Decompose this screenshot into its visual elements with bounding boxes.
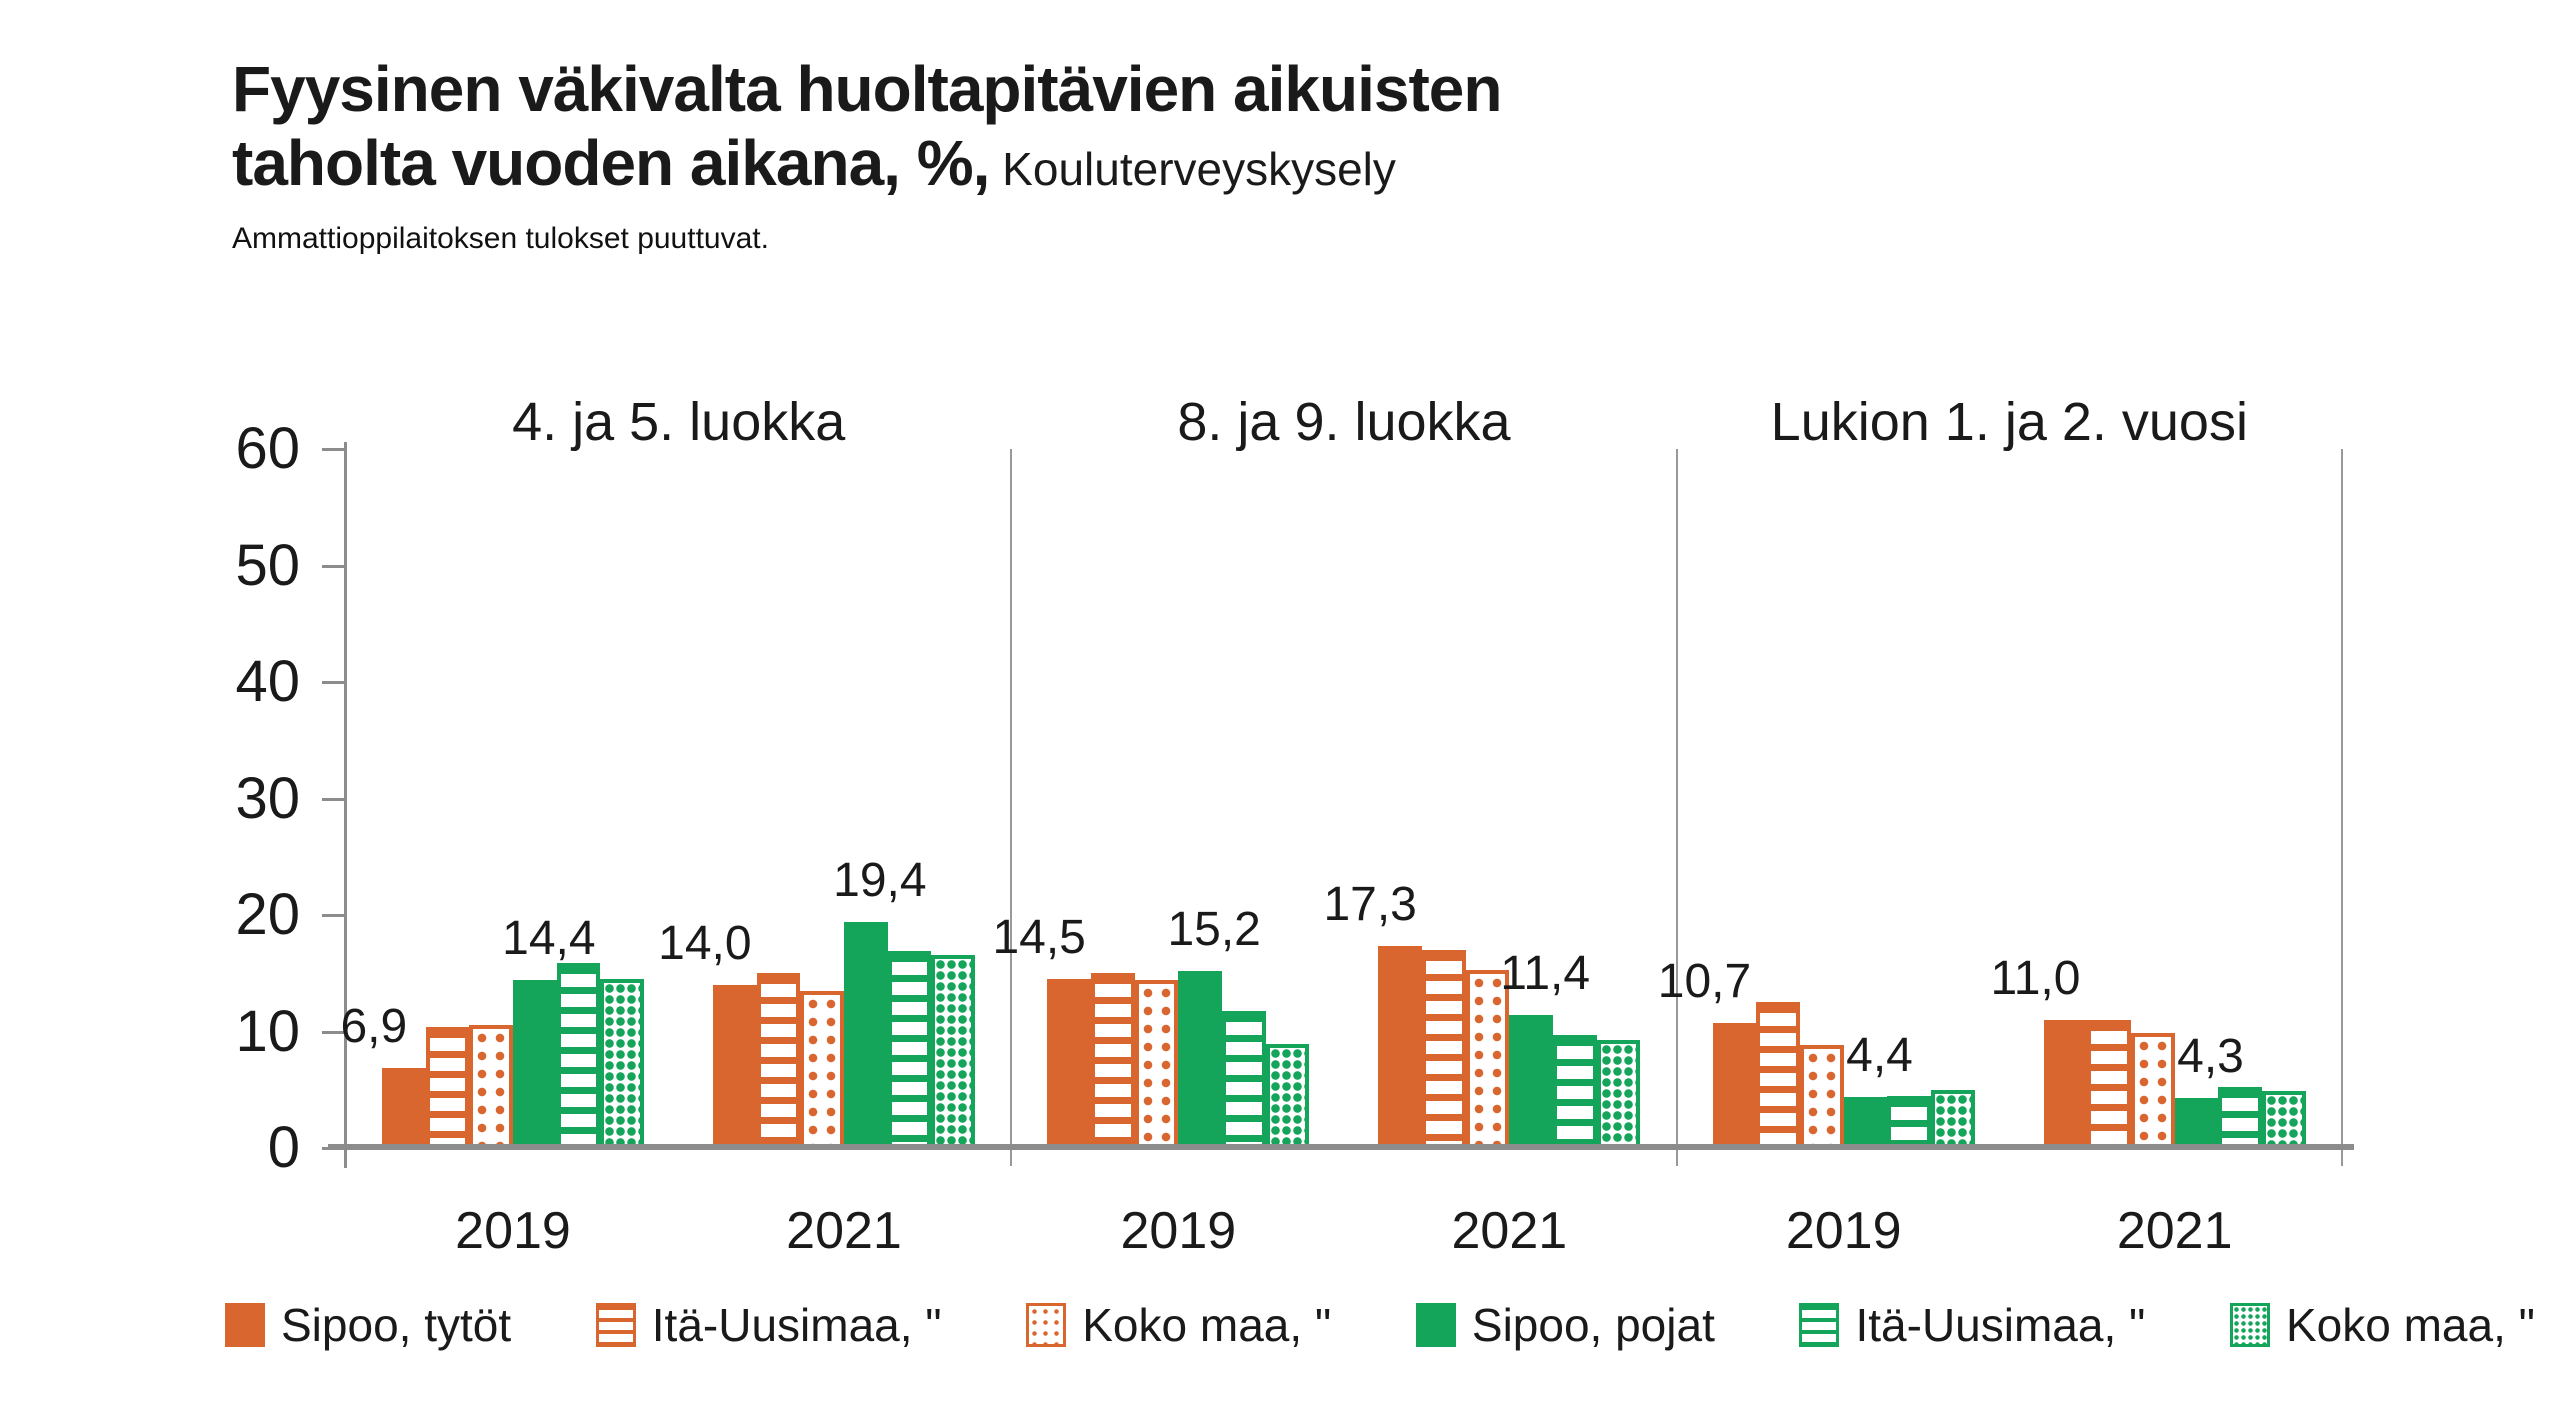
bar-value-label: 14,5	[992, 911, 1086, 964]
bar-value-label: 14,0	[658, 917, 752, 970]
y-tick-label: 40	[235, 649, 300, 714]
bar-2019-s5	[1266, 1044, 1310, 1148]
bar-2019-s3	[1844, 1097, 1888, 1148]
bar-2019-s4	[557, 963, 601, 1148]
legend-label: Itä-Uusimaa, "	[1855, 1299, 2146, 1351]
legend-label: Koko maa, "	[2285, 1299, 2535, 1351]
y-tick	[322, 914, 346, 917]
bar-2021-s2	[2131, 1033, 2175, 1148]
legend-item	[2230, 1298, 2535, 1352]
bar-2019-s1	[1091, 973, 1135, 1148]
y-tick-label: 0	[267, 1115, 300, 1180]
x-year-label: 2021	[786, 1202, 902, 1260]
plot-area	[340, 392, 2343, 1260]
legend-label: Itä-Uusimaa, "	[651, 1299, 942, 1351]
x-year-label: 2021	[2116, 1202, 2233, 1260]
bar-2019-s2	[469, 1025, 513, 1148]
y-tick-label: 50	[235, 532, 300, 598]
chart-subtitle: Ammattioppilaitoksen tulokset puuttuvat.	[232, 222, 769, 256]
panel-title: 4. ja 5. luokka	[512, 392, 846, 452]
bar-value-label: 6,9	[340, 1000, 408, 1053]
y-tick-label: 20	[235, 882, 300, 947]
legend-swatch	[1026, 1303, 1066, 1347]
y-tick	[322, 448, 346, 451]
bar-value-label: 11,4	[1500, 947, 1591, 1000]
bar-2021-s4	[2218, 1087, 2262, 1148]
chart-title-line1: Fyysinen väkivalta huoltapitävien aikuisten	[232, 53, 1502, 125]
bar-2021-s3	[844, 922, 888, 1148]
bar-2019-s4	[1887, 1096, 1931, 1148]
legend-item	[1026, 1298, 1331, 1352]
bar-2019-s5	[600, 979, 644, 1148]
bar-2021-s5	[2262, 1091, 2306, 1148]
bar-2021-s2	[800, 991, 844, 1148]
bar-value-label: 15,2	[1167, 903, 1261, 956]
bar-2021-s0	[713, 985, 757, 1148]
bar-2021-s4	[1553, 1035, 1597, 1148]
bar-2021-s5	[931, 955, 975, 1148]
panel	[340, 392, 1012, 1260]
legend-swatch	[2230, 1303, 2270, 1347]
legend-swatch	[225, 1303, 265, 1347]
bar-2021-s1	[2087, 1020, 2131, 1148]
bar-2019-s0	[382, 1068, 426, 1148]
bar-2019-s3	[1178, 971, 1222, 1148]
legend-label: Koko maa, "	[1082, 1299, 1332, 1351]
bar-2021-s3	[1509, 1015, 1553, 1148]
panel-title: Lukion 1. ja 2. vuosi	[1770, 392, 2248, 452]
legend-item	[596, 1298, 942, 1352]
y-tick	[322, 565, 346, 568]
chart-title-line2	[232, 126, 2432, 200]
x-year-label: 2021	[1451, 1202, 1568, 1260]
bar-2019-s4	[1222, 1011, 1266, 1148]
bar-value-label: 19,4	[833, 854, 927, 907]
bar-value-label: 4,4	[1846, 1029, 1913, 1082]
chart-title-suffix: Kouluterveyskysely	[989, 143, 1396, 196]
bar-2019-s2	[1135, 980, 1179, 1148]
y-tick	[322, 681, 346, 684]
y-tick-label: 30	[235, 765, 300, 831]
bar-2019-s5	[1931, 1090, 1975, 1148]
bar-2019-s1	[426, 1027, 470, 1148]
legend-item	[225, 1298, 511, 1352]
legend-swatch	[596, 1303, 636, 1347]
legend-swatch	[1416, 1303, 1456, 1347]
x-year-label: 2019	[1785, 1202, 1902, 1260]
bar-2021-s0	[2044, 1020, 2088, 1148]
panel	[1657, 392, 2343, 1260]
bar-2021-s4	[888, 951, 932, 1148]
chart-header	[232, 52, 2432, 256]
legend-swatch	[1799, 1303, 1839, 1347]
bar-2021-s3	[2175, 1098, 2219, 1148]
bar-value-label: 10,7	[1657, 955, 1752, 1008]
x-year-label: 2019	[1120, 1202, 1237, 1260]
legend-label: Sipoo, tytöt	[281, 1299, 512, 1351]
bar-2021-s1	[757, 973, 801, 1148]
legend-label: Sipoo, pojat	[1471, 1299, 1715, 1351]
legend-item	[1416, 1298, 1715, 1352]
bar-2019-s1	[1756, 1002, 1800, 1148]
y-tick-label: 10	[235, 998, 300, 1064]
bar-2019-s0	[1047, 979, 1091, 1148]
bar-2019-s2	[1800, 1045, 1844, 1148]
bar-2019-s3	[513, 980, 557, 1148]
bar-2021-s1	[1422, 950, 1466, 1148]
bar-value-label: 17,3	[1323, 878, 1417, 931]
bar-value-label: 4,3	[2177, 1030, 2244, 1083]
bar-value-label: 14,4	[502, 912, 596, 965]
legend-item	[1799, 1298, 2145, 1352]
bar-2021-s5	[1597, 1040, 1641, 1148]
y-tick-label: 60	[235, 416, 300, 481]
bar-2019-s0	[1713, 1023, 1757, 1148]
y-tick	[322, 798, 346, 801]
plot-baseline	[328, 1144, 2354, 1150]
panel-title: 8. ja 9. luokka	[1177, 392, 1511, 452]
chart-title-line2-bold: taholta vuoden aikana, %,	[232, 127, 990, 200]
legend	[225, 1298, 2535, 1352]
panel	[992, 392, 1677, 1260]
bar-2021-s0	[1378, 946, 1422, 1148]
bar-value-label: 11,0	[1990, 952, 2081, 1005]
x-year-label: 2019	[455, 1202, 571, 1260]
